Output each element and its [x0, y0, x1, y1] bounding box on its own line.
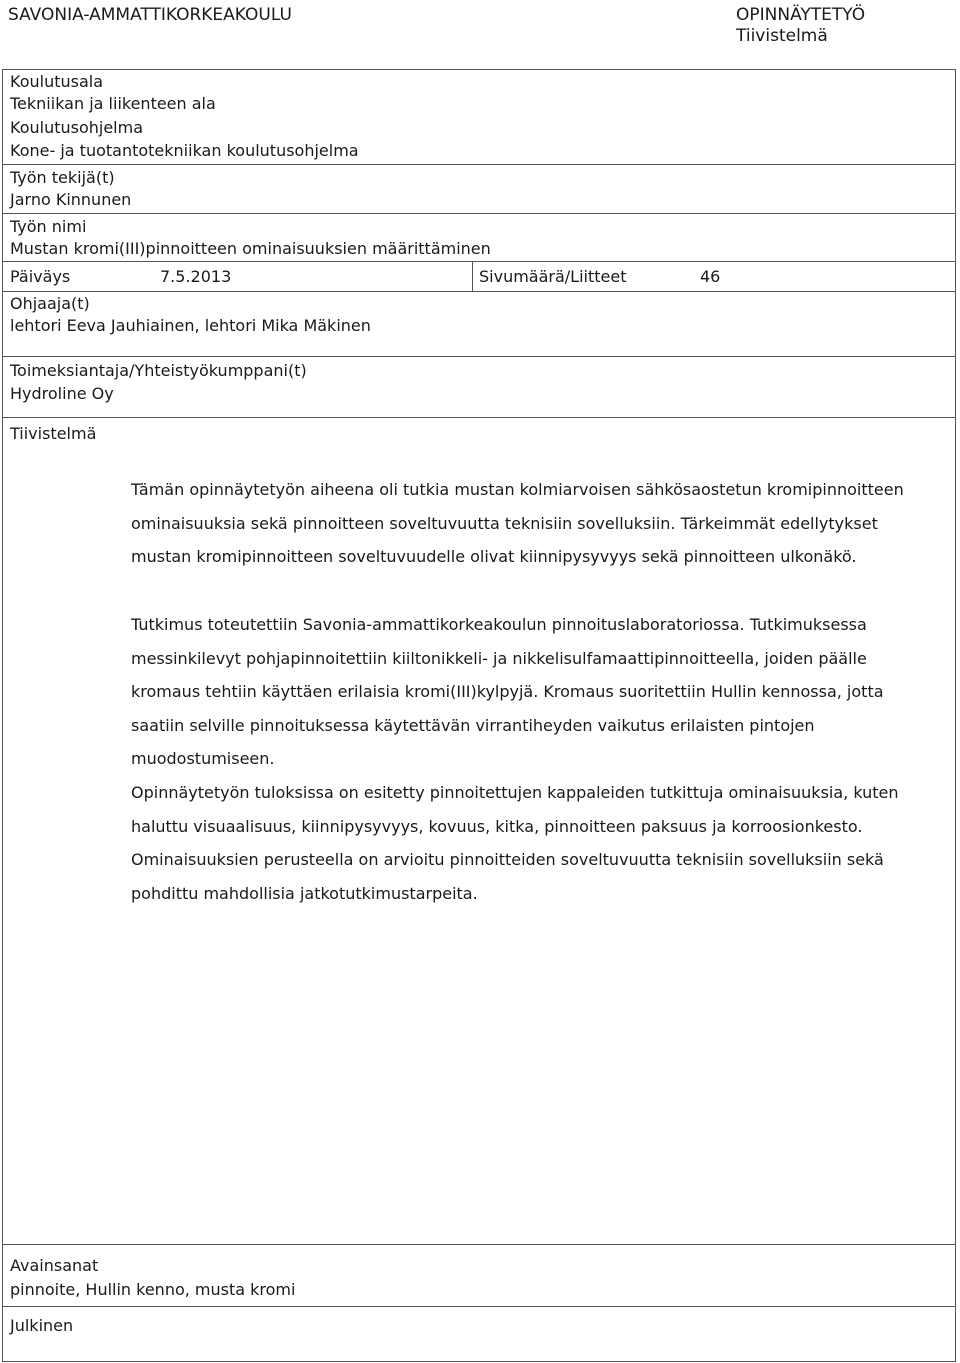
divider-paivays-column	[472, 261, 473, 291]
avainsanat-value: pinnoite, Hullin kenno, musta kromi	[10, 1280, 296, 1299]
koulutusala-label: Koulutusala	[10, 72, 104, 91]
divider-tiivistelma	[2, 1244, 956, 1245]
document-subtype: Tiivistelmä	[736, 26, 828, 46]
paivays-label: Päiväys	[10, 267, 71, 286]
divider-ohjaaja	[2, 356, 956, 357]
divider-paivays	[2, 291, 956, 292]
nimi-value: Mustan kromi(III)pinnoitteen ominaisuuksien määrittäminen	[10, 239, 491, 258]
divider-avainsanat	[2, 1306, 956, 1307]
school-name: SAVONIA-AMMATTIKORKEAKOULU	[8, 5, 292, 25]
ohjaaja-label: Ohjaaja(t)	[10, 294, 90, 313]
abstract-paragraph-2: Tutkimus toteutettiin Savonia-ammattikorkeakoulun pinnoituslaboratoriossa. Tutkimuksessa messinkilevyt pohjapinnoitettiin kiiltonikkeli- ja nikkelisulfamaattipinnoitteella, joiden päälle kromaus tehtiin käyttäen erilaisia kromi(III)kylpyjä. Kromaus suoritettiin Hullin kennossa, jotta saatiin selville pinnoituksessa käytettävän virrantiheyden vaikutus erilaisten pintojen muodostumiseen.	[131, 615, 884, 768]
abstract-paragraph-3: Opinnäytetyön tuloksissa on esitetty pinnoitettujen kappaleiden tutkittuja ominaisuuksia, kuten haluttu visuaalisuus, kiinnipysyvyys, kovuus, kitka, pinnoitteen paksuus ja korroosionkesto. Ominaisuuksien perusteella on arvioitu pinnoitteiden soveltuvuutta teknisiin sovelluksiin sekä pohdittu mahdollisia jatkotutkimustarpeita.	[131, 783, 899, 903]
koulutusohjelma-value: Kone- ja tuotantotekniikan koulutusohjelma	[10, 141, 359, 160]
divider-nimi	[2, 261, 956, 262]
sivumaara-label: Sivumäärä/Liitteet	[479, 267, 627, 286]
divider-toimeksiantaja	[2, 417, 956, 418]
sivumaara-value: 46	[700, 267, 721, 286]
document-type: OPINNÄYTETYÖ	[736, 5, 866, 25]
toimeksiantaja-label: Toimeksiantaja/Yhteistyökumppani(t)	[10, 361, 307, 380]
julkisuus-value: Julkinen	[10, 1316, 74, 1335]
nimi-label: Työn nimi	[10, 217, 87, 236]
divider-koulutus	[2, 164, 956, 165]
paivays-value: 7.5.2013	[160, 267, 232, 286]
toimeksiantaja-value: Hydroline Oy	[10, 384, 114, 403]
ohjaaja-value: lehtori Eeva Jauhiainen, lehtori Mika Mäkinen	[10, 316, 371, 335]
koulutusohjelma-label: Koulutusohjelma	[10, 118, 144, 137]
tiivistelma-label: Tiivistelmä	[10, 424, 97, 443]
avainsanat-label: Avainsanat	[10, 1256, 99, 1275]
koulutusala-value: Tekniikan ja liikenteen ala	[10, 94, 216, 113]
tekija-label: Työn tekijä(t)	[10, 168, 115, 187]
divider-tekija	[2, 213, 956, 214]
tekija-value: Jarno Kinnunen	[10, 190, 132, 209]
abstract-paragraph-1: Tämän opinnäytetyön aiheena oli tutkia mustan kolmiarvoisen sähkösaostetun kromipinnoitteen ominaisuuksia sekä pinnoitteen soveltuvuutta teknisiin sovelluksiin. Tärkeimmät edellytykset mustan kromipinnoitteen soveltuvuudelle olivat kiinnipysyvyys sekä pinnoitteen ulkonäkö.	[131, 480, 904, 566]
